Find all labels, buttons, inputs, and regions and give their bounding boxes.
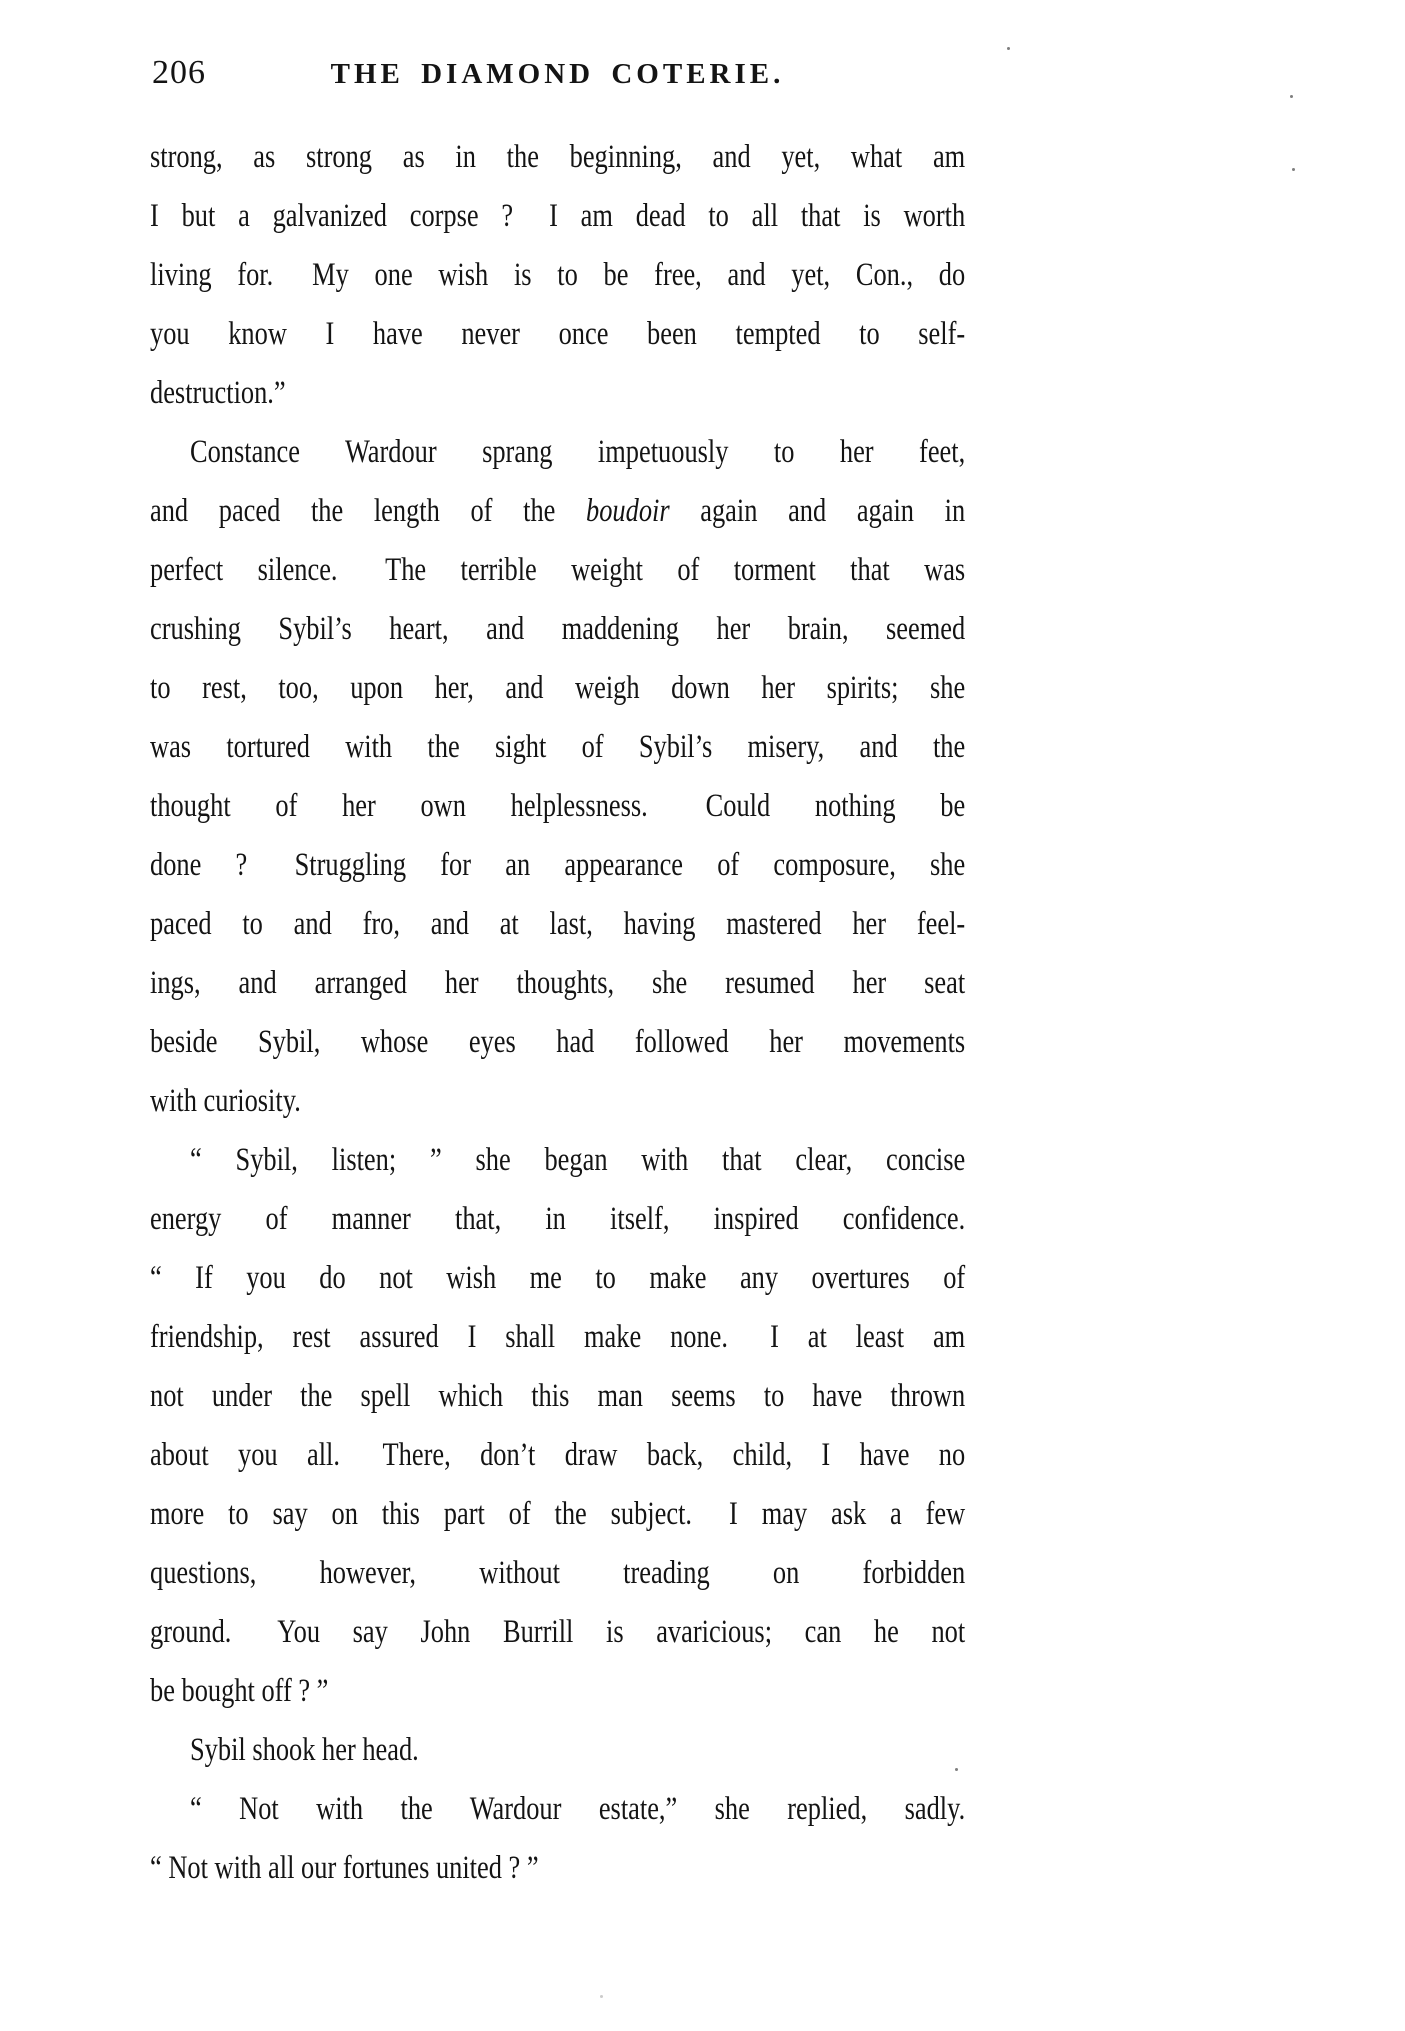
text-line: ings, and arranged her thoughts, she resumed her seat (150, 965, 966, 1001)
text-line: perfect silence. The terrible weight of torment that was (150, 552, 966, 588)
text-line: and paced the length of the boudoir again and again in (150, 493, 966, 529)
paragraph (150, 423, 965, 1131)
text-line: be bought off ? ” (150, 1673, 329, 1709)
text-line: to rest, too, upon her, and weigh down her spirits; she (150, 670, 966, 706)
text-line: living for. My one wish is to be free, and yet, Con., do (150, 257, 966, 293)
text-line: friendship, rest assured I shall make none. I at least am (150, 1319, 966, 1355)
text-line: paced to and fro, and at last, having mastered her feel- (150, 906, 966, 942)
paragraph (150, 1721, 965, 1780)
paragraph (150, 1780, 965, 1898)
text-line: with curiosity. (150, 1083, 301, 1119)
paragraph (150, 128, 965, 423)
text-line: not under the spell which this man seems to have thrown (150, 1378, 966, 1414)
text-line: “ Not with all our fortunes united ? ” (150, 1850, 539, 1886)
scan-speck (1290, 95, 1293, 98)
text-line: “ If you do not wish me to make any overtures of (150, 1260, 966, 1296)
text-line: crushing Sybil’s heart, and maddening her brain, seemed (150, 611, 966, 647)
page-body (150, 128, 965, 1898)
text-line: destruction.” (150, 375, 286, 411)
scan-speck (1292, 168, 1295, 171)
text-line: about you all. There, don’t draw back, child, I have no (150, 1437, 966, 1473)
text-line: strong, as strong as in the beginning, and yet, what am (150, 139, 966, 175)
text-line: “ Not with the Wardour estate,” she replied, sadly. (190, 1791, 966, 1827)
text-line: “ Sybil, listen; ” she began with that clear, concise (190, 1142, 966, 1178)
paragraph (150, 1131, 965, 1721)
page-number: 206 (152, 54, 206, 91)
scan-speck (1007, 47, 1010, 50)
text-line: thought of her own helplessness. Could nothing be (150, 788, 966, 824)
page-header (150, 52, 965, 94)
text-line: was tortured with the sight of Sybil’s misery, and the (150, 729, 966, 765)
text-line: energy of manner that, in itself, inspired confidence. (150, 1201, 966, 1237)
text-line: beside Sybil, whose eyes had followed her movements (150, 1024, 966, 1060)
scan-speck (600, 1995, 603, 1998)
text-line: done ? Struggling for an appearance of composure, she (150, 847, 966, 883)
text-line: I but a galvanized corpse ? I am dead to all that is worth (150, 198, 966, 234)
text-line: Sybil shook her head. (190, 1732, 419, 1768)
scan-speck (955, 1768, 958, 1771)
text-line: more to say on this part of the subject. I may ask a few (150, 1496, 966, 1532)
text-line: questions, however, without treading on forbidden (150, 1555, 966, 1591)
text-line: Constance Wardour sprang impetuously to her feet, (190, 434, 966, 470)
text-line: you know I have never once been tempted to self- (150, 316, 966, 352)
running-title: THE DIAMOND COTERIE. (330, 58, 785, 90)
text-line: ground. You say John Burrill is avaricious; can he not (150, 1614, 966, 1650)
